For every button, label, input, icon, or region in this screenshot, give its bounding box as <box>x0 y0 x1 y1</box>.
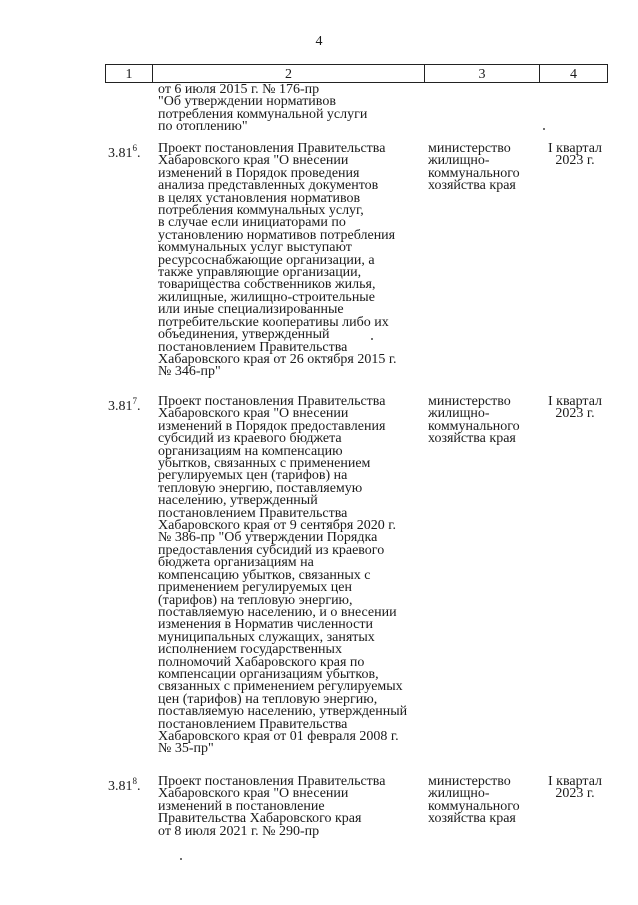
column-header-2: 2 <box>152 64 424 83</box>
row-number: 3.81$^8$. <box>108 776 141 794</box>
row-deadline: I квартал 2023 г. <box>547 141 603 169</box>
row-deadline: I квартал 2023 г. <box>547 774 603 802</box>
scan-speck <box>180 858 182 860</box>
row-deadline: I квартал 2023 г. <box>547 394 603 422</box>
scan-speck <box>371 338 373 340</box>
column-header-4: 4 <box>539 64 608 83</box>
scan-speck <box>543 128 545 130</box>
row-responsible: министерство жилищно- коммунального хозяйства края <box>428 141 520 194</box>
column-header-1: 1 <box>105 64 152 83</box>
column-header-3: 3 <box>424 64 539 83</box>
row-responsible: министерство жилищно- коммунального хозяйства края <box>428 394 520 447</box>
continuation-text: от 6 июля 2015 г. № 176-пр "Об утверждении нормативов потребления коммунальной услуги по отоплению" <box>158 82 368 135</box>
row-number: 3.81$^6$. <box>108 143 141 161</box>
row-description: Проект постановления Правительства Хабаровского края "О внесении изменений в Порядок предоставления субсидий из краевого бюджета организациям на компенсацию убытков, связанных с применением регулируемых цен (тарифов) на тепловую энергию, поставляемую населению, утвержденный постановлением Правительства Хабаровского края от 9 сентября 2020 г. № 386-пр "Об утверждении Порядка предоставления субсидий из краевого бюджета организациям на компенсацию убытков, связанных с применением регулируемых цен (тарифов) на тепловую энергию, поставляемую населению, и о внесении изменения в Норматив численности муниципальных служащих, занятых исполнением государственных полномочий Хабаровского края по компенсации организациям убытков, связанных с применением регулируемых цен (тарифов) на тепловую энергию, поставляемую населению, утвержденный постановлением Правительства Хабаровского края от 01 февраля 2008 г. № 35-пр" <box>158 394 408 757</box>
row-description: Проект постановления Правительства Хабаровского края "О внесении изменений в Порядок проведения анализа представленных документов в целях установления нормативов потребления коммунальных услуг, в случае если инициаторами по установлению нормативов потребления коммунальных услуг выступают ресурсоснабжающие организации, а также управляющие организации, товарищества собственников жилья, жилищные, жилищно-строительные или иные специализированные потребительские кооперативы либо их объединения, утвержденный постановлением Правительства Хабаровского края от 26 октября 2015 г. № 346-пр" <box>158 141 397 380</box>
row-number: 3.81$^7$. <box>108 396 141 414</box>
page-number: 4 <box>315 34 323 49</box>
row-responsible: министерство жилищно- коммунального хозяйства края <box>428 774 520 827</box>
row-description: Проект постановления Правительства Хабаровского края "О внесении изменений в постановление Правительства Хабаровского края от 8 июля 2021 г. № 290-пр <box>158 774 386 839</box>
